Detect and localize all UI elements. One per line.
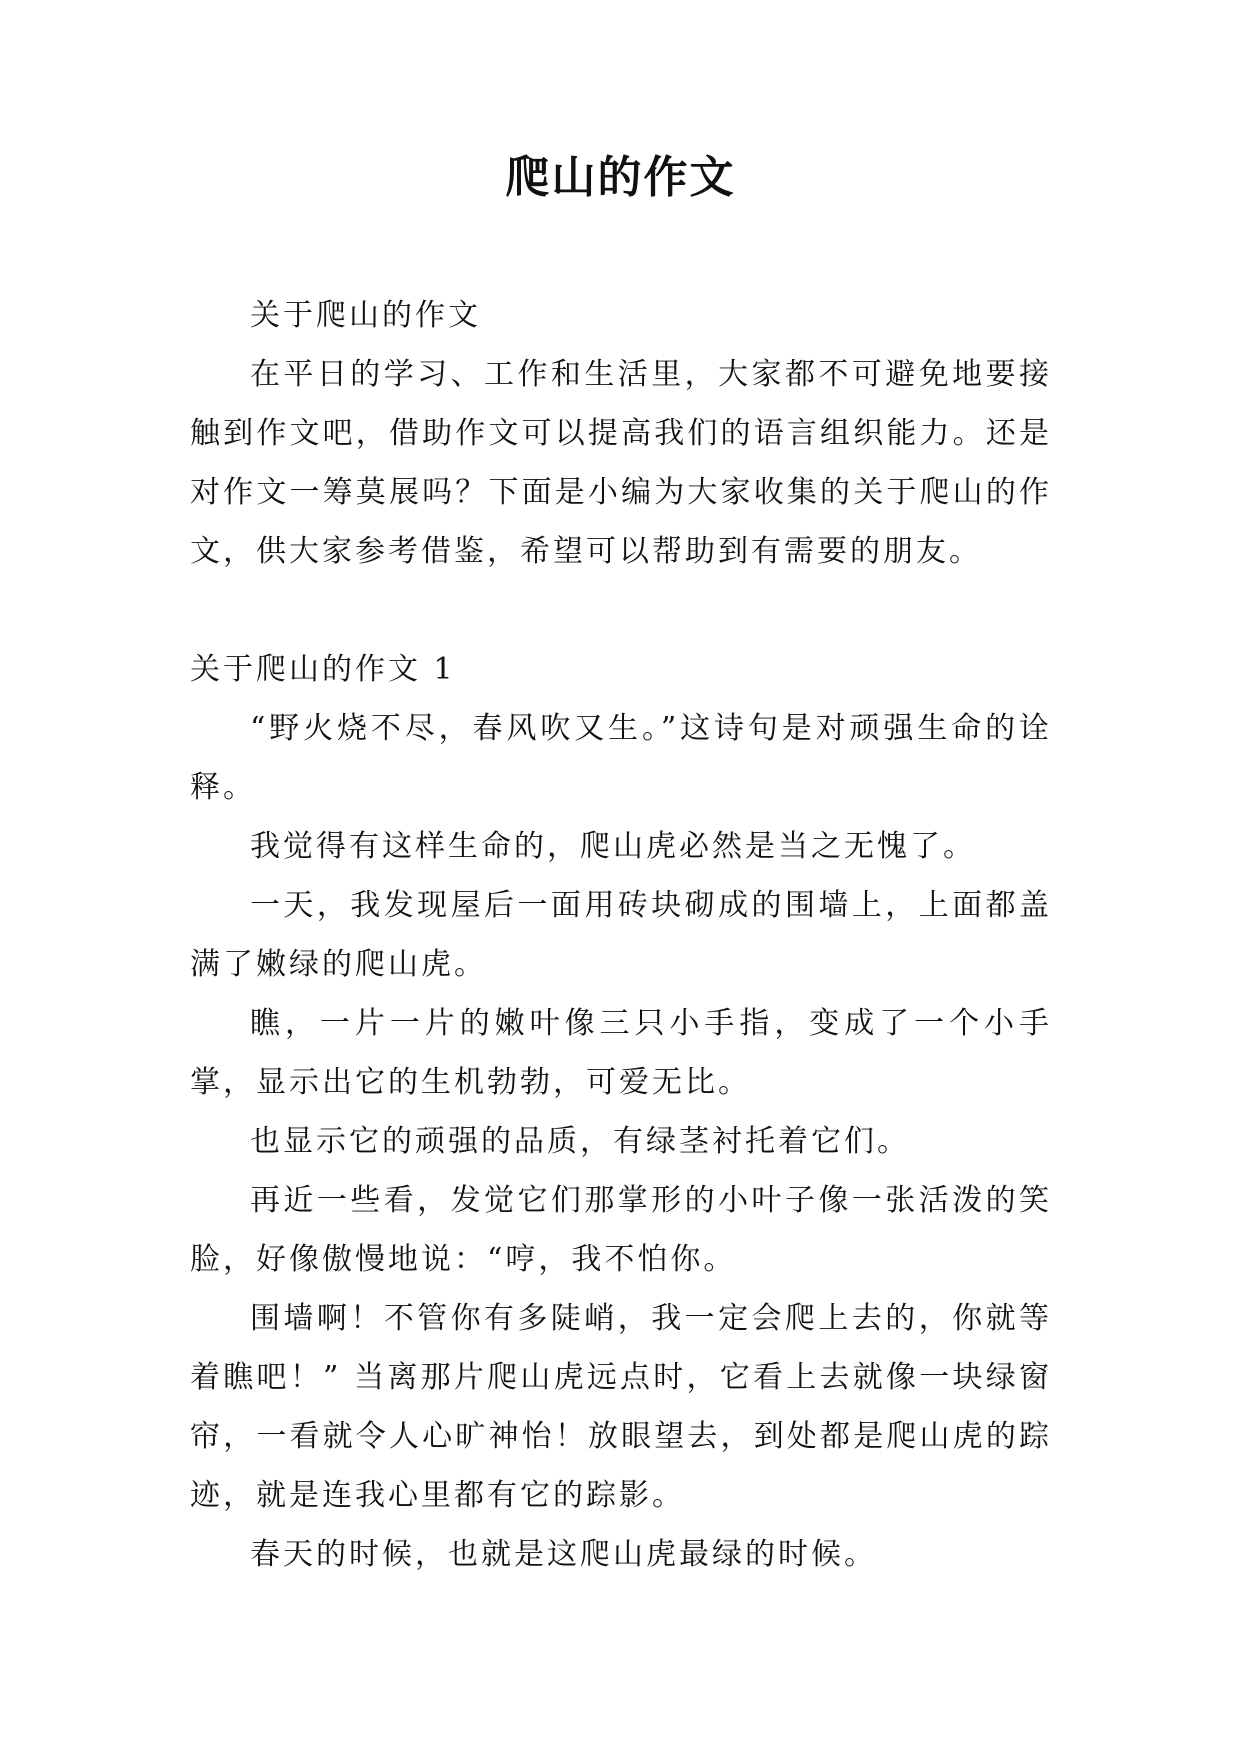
paragraph: 再近一些看，发觉它们那掌形的小叶子像一张活泼的笑脸，好像傲慢地说：“哼，我不怕你。	[190, 1183, 1052, 1277]
paragraph: 瞧，一片一片的嫩叶像三只小手指，变成了一个小手掌，显示出它的生机勃勃，可爱无比。	[190, 1006, 1052, 1100]
paragraph: 春天的时候，也就是这爬山虎最绿的时候。	[250, 1537, 877, 1572]
section-spacer	[190, 581, 1052, 640]
intro-paragraph: 在平日的学习、工作和生活里，大家都不可避免地要接触到作文吧，借助作文可以提高我们的语言组织能力。还是对作文一筹莫展吗？下面是小编为大家收集的关于爬山的作文，供大家参考借鉴，希望可以帮助到有需要的朋友。	[190, 357, 1052, 569]
paragraph: 也显示它的顽强的品质，有绿茎衬托着它们。	[250, 1124, 910, 1159]
paragraph: 围墙啊！不管你有多陡峭，我一定会爬上去的，你就等着瞧吧！” 当离那片爬山虎远点时，它看上去就像一块绿窗帘，一看就令人心旷神怡！放眼望去，到处都是爬山虎的踪迹，就是连我心里都有它的踪影。	[190, 1301, 1052, 1513]
paragraph: “野火烧不尽，春风吹又生。”这诗句是对顽强生命的诠释。	[190, 711, 1052, 805]
section-heading: 关于爬山的作文 1	[190, 652, 456, 687]
intro-heading: 关于爬山的作文	[250, 298, 481, 333]
paragraph: 我觉得有这样生命的，爬山虎必然是当之无愧了。	[250, 829, 976, 864]
document-title: 爬山的作文	[505, 152, 736, 203]
paragraph: 一天，我发现屋后一面用砖块砌成的围墙上，上面都盖满了嫩绿的爬山虎。	[190, 888, 1052, 982]
document-body	[190, 286, 1052, 1584]
